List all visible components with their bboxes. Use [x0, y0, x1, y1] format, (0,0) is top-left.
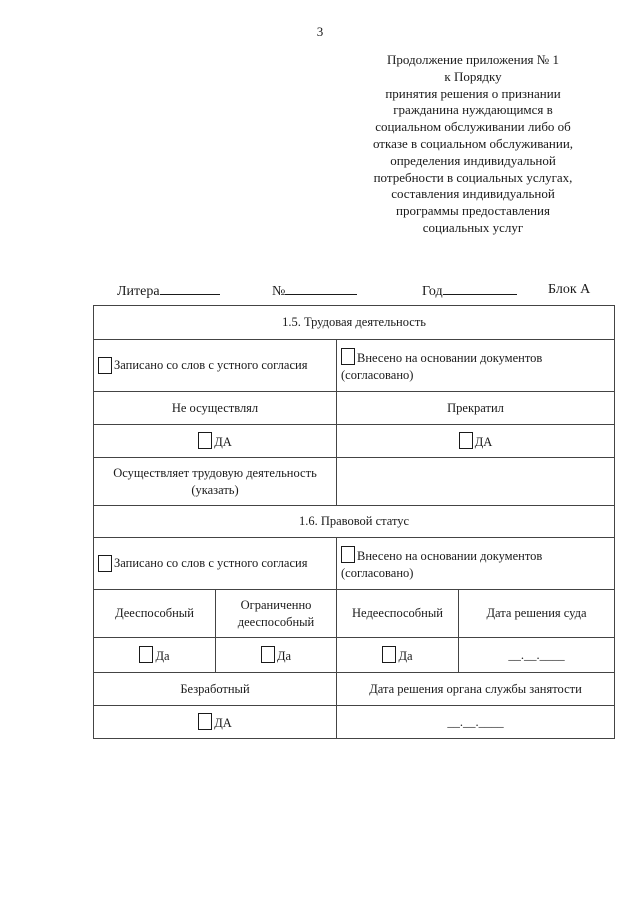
recorded-verbal-cell: [94, 340, 337, 392]
incapable-checkbox[interactable]: [382, 646, 396, 663]
appendix-line: потребности в социальных услугах,: [373, 169, 573, 185]
performs-label-line: Осуществляет трудовую деятельность: [113, 465, 317, 480]
appendix-line: Продолжение приложения № 1: [387, 52, 559, 67]
appendix-line: определения индивидуальной: [390, 152, 556, 168]
entered-docs-note: (согласовано): [341, 367, 414, 382]
entered-docs-checkbox[interactable]: [341, 546, 355, 563]
capable-label: Дееспособный: [94, 590, 216, 638]
stopped-label: Прекратил: [337, 392, 615, 425]
yes-label: Да: [276, 648, 292, 663]
not-performed-label: Не осуществлял: [94, 392, 337, 425]
limited-capable-line: дееспособный: [237, 614, 315, 629]
capable-checkbox[interactable]: [139, 646, 153, 663]
appendix-line: социальном обслуживании либо об: [375, 119, 571, 135]
not-performed-checkbox[interactable]: [198, 432, 212, 449]
page-number: 3: [316, 24, 324, 39]
entered-docs-checkbox[interactable]: [341, 348, 355, 365]
limited-capable-line: Ограниченно: [240, 597, 312, 612]
litera-field: [117, 282, 220, 300]
yes-label: ДА: [214, 434, 232, 449]
capable-yes-cell: [94, 638, 216, 673]
performs-input[interactable]: [337, 458, 615, 506]
appendix-line: гражданина нуждающимся в: [393, 102, 553, 118]
unemployed-checkbox[interactable]: [198, 713, 212, 730]
appendix-line: к Порядку: [444, 68, 502, 84]
section-title: 1.5. Трудовая деятельность: [94, 306, 615, 340]
yes-label: Да: [155, 648, 170, 663]
block-label: Блок А: [548, 282, 591, 297]
yes-label: ДА: [474, 434, 493, 449]
court-date-input[interactable]: __.__.____: [459, 638, 615, 673]
stopped-checkbox[interactable]: [459, 432, 473, 449]
stopped-yes-cell: [337, 425, 615, 458]
form-table: [93, 305, 615, 739]
employment-date-input[interactable]: __.__.____: [337, 706, 615, 739]
recorded-verbal-checkbox[interactable]: [98, 555, 112, 572]
recorded-verbal-checkbox[interactable]: [98, 357, 112, 374]
court-date-label: Дата решения суда: [459, 590, 615, 638]
incapable-label: Недееспособный: [337, 590, 459, 638]
entered-docs-cell: [337, 340, 615, 392]
yes-label: ДА: [214, 715, 232, 730]
appendix-line: отказе в социальном обслуживании,: [372, 135, 574, 151]
limited-capable-label: [216, 590, 337, 638]
performs-label: [94, 458, 337, 506]
recorded-verbal-label: Записано со слов с устного согласия: [114, 556, 308, 570]
unemployed-yes-cell: [94, 706, 337, 739]
employment-date-label: Дата решения органа службы занятости: [337, 673, 615, 706]
limited-yes-cell: [216, 638, 337, 673]
entered-docs-label: Внесено на основании документов: [357, 548, 543, 563]
litera-label: Литера: [117, 284, 160, 299]
appendix-line: программы предоставления: [396, 203, 550, 219]
litera-input[interactable]: [160, 282, 220, 295]
appendix-heading: [348, 52, 598, 237]
incapable-yes-cell: [337, 638, 459, 673]
yes-label: Да: [398, 648, 413, 663]
recorded-verbal-label: Записано со слов с устного согласия: [114, 358, 308, 372]
number-input[interactable]: [285, 282, 357, 295]
appendix-line: составления индивидуальной: [391, 186, 555, 202]
not-performed-yes-cell: [94, 425, 337, 458]
limited-checkbox[interactable]: [261, 646, 275, 663]
recorded-verbal-cell: [94, 538, 337, 590]
entered-docs-note: (согласовано): [341, 565, 414, 580]
performs-label-note: (указать): [191, 482, 239, 497]
appendix-line: социальных услуг: [422, 219, 524, 235]
year-input[interactable]: [443, 282, 517, 295]
number-field: [272, 282, 357, 300]
section-title: 1.6. Правовой статус: [94, 506, 615, 538]
entered-docs-label: Внесено на основании документов: [357, 350, 543, 365]
unemployed-label: Безработный: [94, 673, 337, 706]
year-label: Год: [422, 284, 443, 299]
entered-docs-cell: [337, 538, 615, 590]
appendix-line: принятия решения о признании: [385, 85, 561, 101]
year-field: [422, 282, 517, 300]
number-label: №: [272, 284, 286, 299]
